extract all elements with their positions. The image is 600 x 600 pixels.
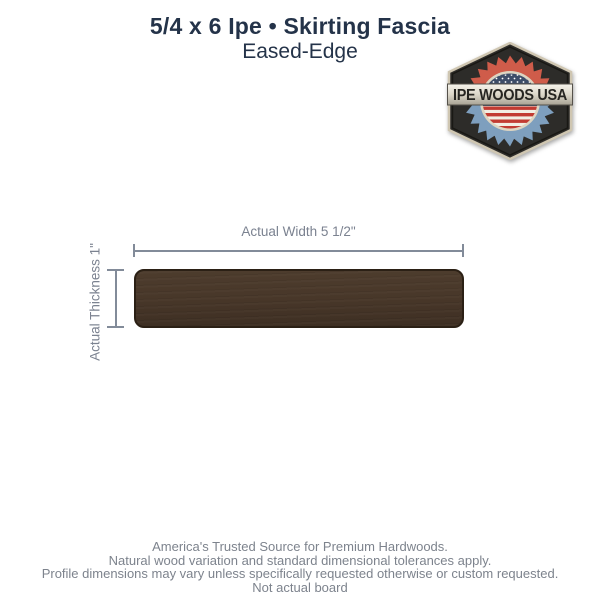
width-dimension-line [133, 250, 464, 252]
ipe-woods-usa-logo [447, 42, 573, 160]
width-dimension-label: Actual Width 5 1/2" [241, 224, 356, 239]
saw-blade-badge-icon [447, 42, 573, 160]
footer-line: Profile dimensions may vary unless specifically requested otherwise or custom requested. [41, 566, 559, 582]
board-cross-section [134, 269, 464, 328]
footer-line: Natural wood variation and standard dimensional tolerances apply. [108, 552, 492, 568]
width-dimension-tick-right [462, 244, 464, 257]
thickness-dimension-tick-top [107, 269, 124, 271]
page-subtitle: Eased-Edge [242, 40, 358, 63]
logo-banner [448, 84, 573, 105]
width-dimension-tick-left [133, 244, 135, 257]
thickness-dimension-label: Actual Thickness 1" [87, 243, 103, 361]
thickness-dimension-line [115, 270, 117, 327]
footer-line: Not actual board [252, 579, 348, 595]
footer-line: America's Trusted Source for Premium Hardwoods. [152, 539, 448, 554]
logo-banner-text: IPE WOODS USA [453, 87, 568, 105]
page-title: 5/4 x 6 Ipe • Skirting Fascia [149, 13, 451, 39]
footer-disclaimer [0, 540, 600, 594]
thickness-dimension-tick-bottom [107, 326, 124, 328]
